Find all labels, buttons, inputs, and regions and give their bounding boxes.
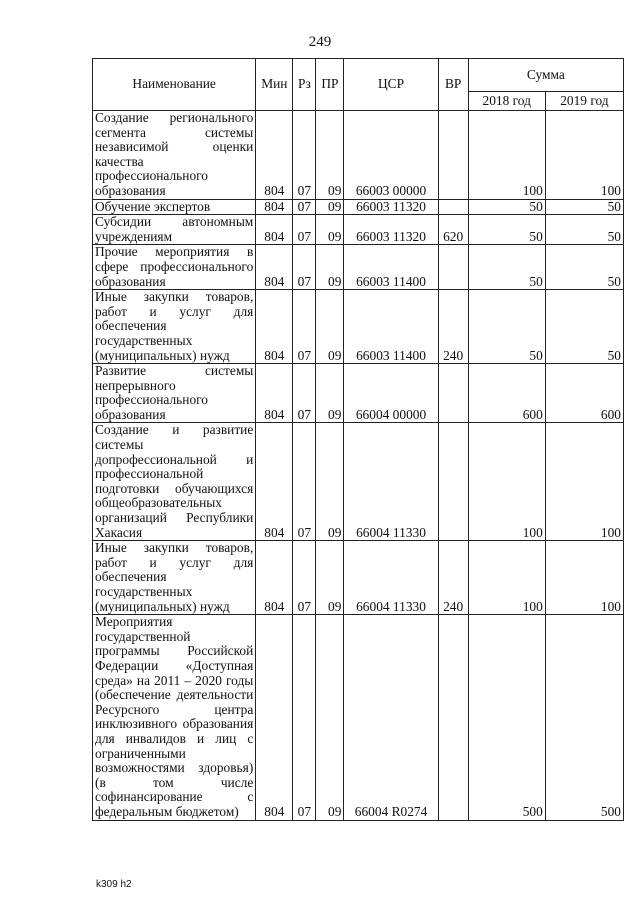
cell-2019: 100 (545, 111, 623, 200)
cell-csr: 66004 R0274 (344, 615, 438, 820)
cell-2018: 100 (468, 111, 545, 200)
cell-pr: 09 (316, 215, 344, 245)
header-min: Мин (256, 59, 293, 111)
cell-min: 804 (256, 215, 293, 245)
cell-csr: 66003 11400 (344, 245, 438, 290)
cell-pr: 09 (316, 615, 344, 820)
cell-name: Иные закупки товаров, работ и услуг для обеспечения государственных (муниципальных) нужд (93, 290, 256, 364)
cell-min: 804 (256, 541, 293, 615)
header-csr: ЦСР (344, 59, 438, 111)
page-number: 249 (308, 34, 332, 50)
table-row (93, 364, 624, 423)
cell-2018: 50 (468, 215, 545, 245)
table-row (93, 199, 624, 215)
table-body (93, 111, 624, 821)
cell-min: 804 (256, 245, 293, 290)
cell-name: Обучение экспертов (93, 199, 256, 215)
footer-code: k309 h2 (96, 879, 132, 890)
cell-rz: 07 (293, 423, 316, 541)
cell-csr: 66003 11400 (344, 290, 438, 364)
cell-pr: 09 (316, 364, 344, 423)
cell-min: 804 (256, 364, 293, 423)
table-row (93, 423, 624, 541)
cell-vr: 620 (438, 215, 468, 245)
cell-vr: 240 (438, 541, 468, 615)
cell-rz: 07 (293, 199, 316, 215)
cell-rz: 07 (293, 541, 316, 615)
cell-2019: 500 (545, 615, 623, 820)
cell-csr: 66003 00000 (344, 111, 438, 200)
cell-2018: 500 (468, 615, 545, 820)
table-row (93, 615, 624, 820)
header-name: Наименование (93, 59, 256, 111)
cell-2019: 50 (545, 199, 623, 215)
table-row (93, 290, 624, 364)
cell-2018: 100 (468, 423, 545, 541)
cell-min: 804 (256, 615, 293, 820)
cell-min: 804 (256, 290, 293, 364)
cell-pr: 09 (316, 111, 344, 200)
header-vr: ВР (438, 59, 468, 111)
cell-csr: 66003 11320 (344, 199, 438, 215)
cell-name: Мероприятия государственной программы Российской Федерации «Доступная среда» на 2011 – 2020 годы (обеспечение деятельности Ресурсного центра инклюзивного образования для инвалидов и лиц с ограниченными возможностями здоровья) (в том числе софинансирование с федеральным бюджетом) (93, 615, 256, 820)
cell-rz: 07 (293, 364, 316, 423)
table-row (93, 215, 624, 245)
cell-rz: 07 (293, 615, 316, 820)
header-pr: ПР (316, 59, 344, 111)
table-row (93, 541, 624, 615)
cell-2019: 50 (545, 245, 623, 290)
cell-pr: 09 (316, 541, 344, 615)
cell-name: Создание и развитие системы допрофессиональной и профессиональной подготовки обучающихся общеобразовательных организаций Республики Хакасия (93, 423, 256, 541)
cell-name: Прочие мероприятия в сфере профессионального образования (93, 245, 256, 290)
budget-table (92, 58, 624, 821)
cell-2019: 100 (545, 541, 623, 615)
cell-name: Субсидии автономным учреждениям (93, 215, 256, 245)
cell-2019: 50 (545, 215, 623, 245)
cell-csr: 66004 11330 (344, 423, 438, 541)
header-rz: Рз (293, 59, 316, 111)
cell-vr (438, 423, 468, 541)
cell-rz: 07 (293, 215, 316, 245)
header-year-2018: 2018 год (468, 92, 545, 111)
header-sum: Сумма (468, 59, 623, 92)
cell-2019: 600 (545, 364, 623, 423)
cell-pr: 09 (316, 245, 344, 290)
cell-min: 804 (256, 423, 293, 541)
cell-pr: 09 (316, 199, 344, 215)
cell-name: Создание регионального сегмента системы независимой оценки качества профессионального образования (93, 111, 256, 200)
cell-csr: 66004 00000 (344, 364, 438, 423)
cell-csr: 66004 11330 (344, 541, 438, 615)
cell-pr: 09 (316, 423, 344, 541)
cell-vr: 240 (438, 290, 468, 364)
header-year-2019: 2019 год (545, 92, 623, 111)
cell-vr (438, 615, 468, 820)
cell-2018: 50 (468, 199, 545, 215)
cell-rz: 07 (293, 245, 316, 290)
cell-vr (438, 111, 468, 200)
cell-rz: 07 (293, 111, 316, 200)
cell-2019: 100 (545, 423, 623, 541)
cell-pr: 09 (316, 290, 344, 364)
cell-min: 804 (256, 111, 293, 200)
cell-2018: 600 (468, 364, 545, 423)
table-row (93, 111, 624, 200)
cell-vr (438, 364, 468, 423)
cell-vr (438, 199, 468, 215)
cell-2019: 50 (545, 290, 623, 364)
cell-rz: 07 (293, 290, 316, 364)
cell-vr (438, 245, 468, 290)
cell-2018: 50 (468, 245, 545, 290)
cell-2018: 50 (468, 290, 545, 364)
table-row (93, 245, 624, 290)
cell-csr: 66003 11320 (344, 215, 438, 245)
cell-2018: 100 (468, 541, 545, 615)
cell-name: Развитие системы непрерывного профессионального образования (93, 364, 256, 423)
cell-min: 804 (256, 199, 293, 215)
cell-name: Иные закупки товаров, работ и услуг для обеспечения государственных (муниципальных) нужд (93, 541, 256, 615)
